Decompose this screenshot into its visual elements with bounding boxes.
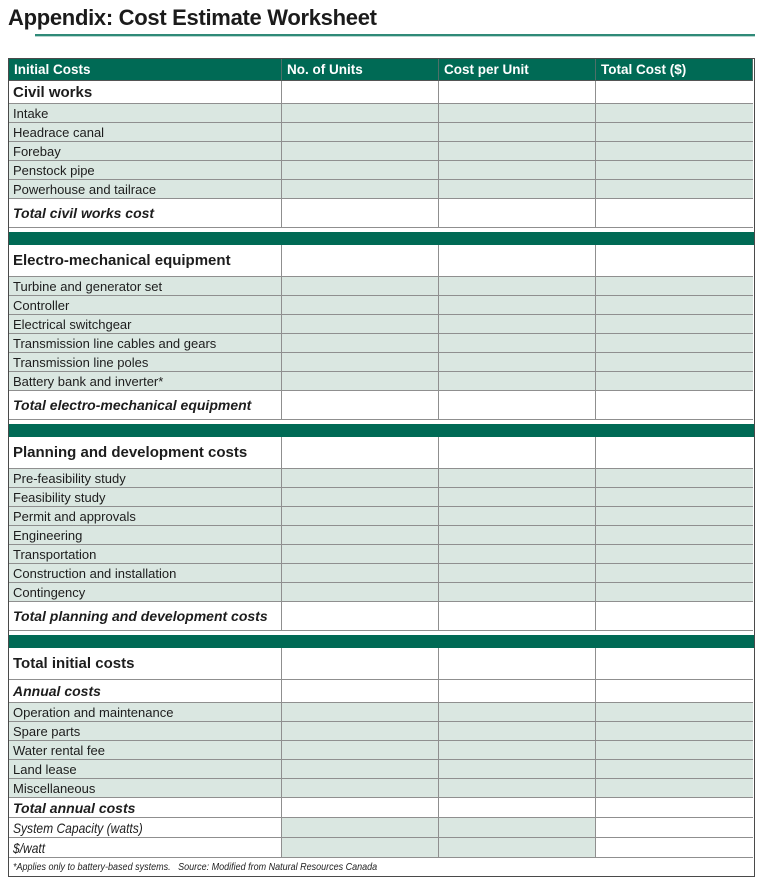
row-label: Electrical switchgear	[13, 316, 132, 332]
empty-value-cell	[439, 648, 596, 680]
row-label-cell	[9, 602, 282, 631]
empty-value-cell	[439, 142, 596, 161]
row-label-cell	[9, 583, 282, 602]
row-label: Land lease	[13, 761, 77, 777]
empty-value-cell	[439, 469, 596, 488]
row-label-cell	[9, 798, 282, 818]
empty-value-cell	[596, 199, 753, 228]
item-row	[9, 583, 754, 602]
empty-value-cell	[596, 245, 753, 277]
row-label-cell	[9, 245, 282, 277]
empty-value-cell	[596, 372, 753, 391]
empty-value-cell	[439, 779, 596, 798]
row-label: Total planning and development costs	[13, 608, 268, 624]
row-label-cell	[9, 488, 282, 507]
item-row	[9, 760, 754, 779]
empty-value-cell	[439, 104, 596, 123]
row-label-cell	[9, 353, 282, 372]
empty-value-cell	[282, 391, 439, 420]
row-label-cell	[9, 104, 282, 123]
separator-band	[9, 635, 754, 648]
empty-value-cell	[439, 353, 596, 372]
empty-value-cell	[439, 564, 596, 583]
empty-value-cell	[282, 81, 439, 104]
empty-value-cell	[282, 315, 439, 334]
empty-value-cell	[282, 583, 439, 602]
row-label-cell	[9, 703, 282, 722]
row-label: Miscellaneous	[13, 780, 96, 796]
column-header-cost-per-unit	[439, 59, 596, 81]
title-underline-rule	[35, 34, 755, 36]
item-row	[9, 104, 754, 123]
empty-value-cell	[282, 741, 439, 760]
row-label-cell	[9, 123, 282, 142]
row-label: Construction and installation	[13, 565, 177, 581]
empty-value-cell	[439, 703, 596, 722]
empty-value-cell	[439, 180, 596, 199]
column-header-total-cost	[596, 59, 753, 81]
empty-value-cell	[439, 245, 596, 277]
empty-value-cell	[282, 123, 439, 142]
footnote-text: *Applies only to battery-based systems. Source: Modified from Natural Resources Canada	[13, 861, 378, 873]
empty-value-cell	[282, 296, 439, 315]
table-header-row	[9, 59, 754, 81]
row-label: Operation and maintenance	[13, 704, 174, 720]
empty-value-cell	[596, 81, 753, 104]
worksheet-body	[9, 81, 754, 858]
empty-value-cell	[596, 180, 753, 199]
row-label-cell	[9, 334, 282, 353]
row-label-cell	[9, 391, 282, 420]
item-row	[9, 779, 754, 798]
item-row	[9, 469, 754, 488]
empty-value-cell	[596, 296, 753, 315]
empty-value-cell	[596, 838, 753, 858]
section-header-row	[9, 437, 754, 469]
row-label-cell	[9, 437, 282, 469]
item-row	[9, 161, 754, 180]
row-label: Turbine and generator set	[13, 278, 163, 294]
row-label-cell	[9, 372, 282, 391]
item-row	[9, 741, 754, 760]
capacity-row	[9, 838, 754, 858]
row-label-cell	[9, 648, 282, 680]
row-label-cell	[9, 722, 282, 741]
row-label: Total initial costs	[13, 655, 135, 672]
empty-value-cell	[282, 818, 439, 838]
empty-value-cell	[439, 680, 596, 703]
row-label: Forebay	[13, 143, 61, 159]
row-label: Controller	[13, 297, 70, 313]
empty-value-cell	[439, 741, 596, 760]
row-label-cell	[9, 277, 282, 296]
empty-value-cell	[596, 334, 753, 353]
row-label-cell	[9, 838, 282, 858]
total-row	[9, 602, 754, 631]
empty-value-cell	[596, 142, 753, 161]
row-label-cell	[9, 315, 282, 334]
empty-value-cell	[596, 391, 753, 420]
empty-value-cell	[596, 507, 753, 526]
section-header-row	[9, 648, 754, 680]
row-label: System Capacity (watts)	[13, 819, 143, 836]
item-row	[9, 334, 754, 353]
row-label-cell	[9, 760, 282, 779]
empty-value-cell	[596, 703, 753, 722]
empty-value-cell	[282, 437, 439, 469]
row-label: Intake	[13, 105, 49, 121]
empty-value-cell	[439, 372, 596, 391]
empty-value-cell	[439, 123, 596, 142]
empty-value-cell	[596, 315, 753, 334]
empty-value-cell	[596, 798, 753, 818]
empty-value-cell	[282, 703, 439, 722]
row-label-cell	[9, 296, 282, 315]
footnote-row	[9, 858, 754, 876]
row-label: $/watt	[13, 839, 46, 856]
row-label: Transmission line cables and gears	[13, 335, 217, 351]
empty-value-cell	[439, 437, 596, 469]
row-label: Water rental fee	[13, 742, 106, 758]
row-label: Permit and approvals	[13, 508, 136, 524]
column-header-label: No. of Units	[287, 62, 363, 77]
empty-value-cell	[439, 161, 596, 180]
section-header-row	[9, 81, 754, 104]
empty-value-cell	[282, 838, 439, 858]
row-label: Total civil works cost	[13, 205, 155, 221]
empty-value-cell	[596, 818, 753, 838]
empty-value-cell	[439, 760, 596, 779]
row-label: Powerhouse and tailrace	[13, 181, 157, 197]
empty-value-cell	[596, 353, 753, 372]
empty-value-cell	[282, 680, 439, 703]
empty-value-cell	[596, 488, 753, 507]
empty-value-cell	[439, 818, 596, 838]
row-label: Contingency	[13, 584, 86, 600]
empty-value-cell	[282, 648, 439, 680]
separator-row	[9, 631, 754, 648]
empty-value-cell	[596, 779, 753, 798]
empty-value-cell	[596, 104, 753, 123]
item-row	[9, 703, 754, 722]
empty-value-cell	[282, 277, 439, 296]
empty-value-cell	[439, 507, 596, 526]
empty-value-cell	[596, 583, 753, 602]
row-label: Civil works	[13, 83, 93, 101]
total-row	[9, 798, 754, 818]
item-row	[9, 180, 754, 199]
empty-value-cell	[282, 564, 439, 583]
row-label-cell	[9, 564, 282, 583]
empty-value-cell	[439, 545, 596, 564]
row-label-cell	[9, 818, 282, 838]
row-label: Engineering	[13, 527, 83, 543]
empty-value-cell	[596, 722, 753, 741]
empty-value-cell	[596, 277, 753, 296]
empty-value-cell	[596, 741, 753, 760]
item-row	[9, 722, 754, 741]
empty-value-cell	[282, 142, 439, 161]
row-label-cell	[9, 81, 282, 104]
empty-value-cell	[439, 602, 596, 631]
empty-value-cell	[596, 123, 753, 142]
empty-value-cell	[439, 199, 596, 228]
empty-value-cell	[282, 722, 439, 741]
item-row	[9, 315, 754, 334]
empty-value-cell	[282, 161, 439, 180]
row-label: Battery bank and inverter*	[13, 373, 164, 389]
capacity-row	[9, 818, 754, 838]
empty-value-cell	[282, 602, 439, 631]
empty-value-cell	[596, 469, 753, 488]
column-header-no-of-units	[282, 59, 439, 81]
row-label-cell	[9, 199, 282, 228]
separator-row	[9, 420, 754, 437]
row-label-cell	[9, 526, 282, 545]
item-row	[9, 526, 754, 545]
cost-estimate-table	[8, 58, 755, 877]
empty-value-cell	[282, 372, 439, 391]
row-label-cell	[9, 469, 282, 488]
column-header-initial-costs	[9, 59, 282, 81]
empty-value-cell	[596, 760, 753, 779]
column-header-label: Initial Costs	[14, 62, 91, 77]
empty-value-cell	[439, 722, 596, 741]
empty-value-cell	[596, 564, 753, 583]
empty-value-cell	[282, 760, 439, 779]
row-label: Transmission line poles	[13, 354, 149, 370]
empty-value-cell	[439, 798, 596, 818]
empty-value-cell	[439, 391, 596, 420]
empty-value-cell	[282, 798, 439, 818]
column-header-label: Total Cost ($)	[601, 62, 687, 77]
empty-value-cell	[439, 583, 596, 602]
row-label-cell	[9, 741, 282, 760]
row-label: Total electro-mechanical equipment	[13, 397, 252, 413]
item-row	[9, 372, 754, 391]
row-label-cell	[9, 779, 282, 798]
item-row	[9, 545, 754, 564]
empty-value-cell	[282, 545, 439, 564]
row-label: Pre-feasibility study	[13, 470, 126, 486]
empty-value-cell	[282, 488, 439, 507]
empty-value-cell	[439, 81, 596, 104]
empty-value-cell	[439, 296, 596, 315]
item-row	[9, 277, 754, 296]
empty-value-cell	[439, 488, 596, 507]
empty-value-cell	[439, 838, 596, 858]
empty-value-cell	[439, 315, 596, 334]
empty-value-cell	[596, 161, 753, 180]
section-header-row	[9, 245, 754, 277]
row-label: Electro-mechanical equipment	[13, 252, 231, 269]
empty-value-cell	[282, 353, 439, 372]
row-label-cell	[9, 545, 282, 564]
empty-value-cell	[596, 602, 753, 631]
row-label: Headrace canal	[13, 124, 105, 140]
row-label: Spare parts	[13, 723, 81, 739]
item-row	[9, 507, 754, 526]
empty-value-cell	[282, 334, 439, 353]
empty-value-cell	[596, 648, 753, 680]
row-label: Planning and development costs	[13, 444, 248, 461]
row-label-cell	[9, 142, 282, 161]
item-row	[9, 488, 754, 507]
row-label-cell	[9, 161, 282, 180]
empty-value-cell	[596, 437, 753, 469]
empty-value-cell	[439, 334, 596, 353]
row-label-cell	[9, 680, 282, 703]
empty-value-cell	[282, 779, 439, 798]
empty-value-cell	[596, 680, 753, 703]
item-row	[9, 296, 754, 315]
row-label: Total annual costs	[13, 799, 136, 816]
separator-band	[9, 232, 754, 245]
empty-value-cell	[282, 507, 439, 526]
page-title: Appendix: Cost Estimate Worksheet	[8, 5, 377, 30]
annual-costs-row	[9, 680, 754, 703]
empty-value-cell	[282, 180, 439, 199]
empty-value-cell	[282, 469, 439, 488]
column-header-label: Cost per Unit	[444, 62, 529, 77]
empty-value-cell	[439, 526, 596, 545]
empty-value-cell	[282, 245, 439, 277]
item-row	[9, 142, 754, 161]
empty-value-cell	[439, 277, 596, 296]
row-label: Annual costs	[13, 683, 101, 699]
empty-value-cell	[282, 199, 439, 228]
empty-value-cell	[282, 526, 439, 545]
row-label: Penstock pipe	[13, 162, 95, 178]
item-row	[9, 123, 754, 142]
separator-row	[9, 228, 754, 245]
empty-value-cell	[596, 545, 753, 564]
row-label-cell	[9, 180, 282, 199]
separator-band	[9, 424, 754, 437]
total-row	[9, 199, 754, 228]
row-label: Transportation	[13, 546, 97, 562]
item-row	[9, 564, 754, 583]
empty-value-cell	[596, 526, 753, 545]
total-row	[9, 391, 754, 420]
empty-value-cell	[282, 104, 439, 123]
row-label-cell	[9, 507, 282, 526]
item-row	[9, 353, 754, 372]
row-label: Feasibility study	[13, 489, 106, 505]
